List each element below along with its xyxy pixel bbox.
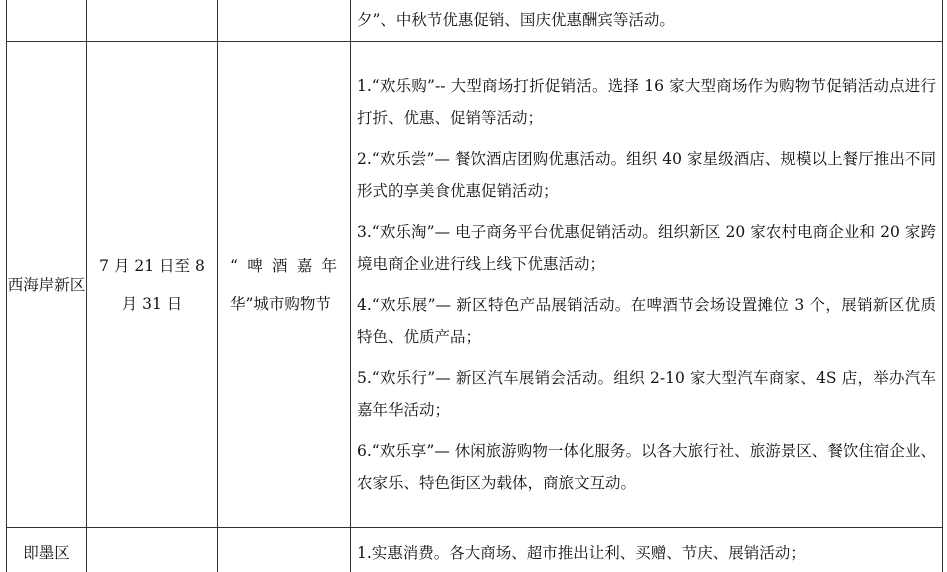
description-cell xyxy=(351,528,943,572)
area-name: 西海岸新区 xyxy=(7,275,86,294)
date-cell xyxy=(87,0,218,42)
table-row xyxy=(7,528,943,572)
promotion-events-table xyxy=(6,0,943,572)
date-range: 7 月 21 日至 8 月 31 日 xyxy=(99,256,205,313)
table-row xyxy=(7,0,943,42)
description-item: 3.“欢乐淘”— 电子商务平台优惠促销活动。组织新区 20 家农村电商企业和 20 家跨境电商企业进行线上线下优惠活动； xyxy=(357,223,936,273)
date-cell xyxy=(87,528,218,572)
description-item: 6.“欢乐享”— 休闲旅游购物一体化服务。以各大旅行社、旅游景区、餐饮住宿企业、农家乐、特色街区为载体，商旅文互动。 xyxy=(357,442,936,492)
description-item: 4.“欢乐展”— 新区特色产品展销活动。在啤酒节会场设置摊位 3 个，展销新区优质特色、优质产品； xyxy=(357,296,936,346)
area-name: 即墨区 xyxy=(23,544,70,562)
event-name-cell xyxy=(218,0,351,42)
area-cell xyxy=(7,42,87,528)
area-cell xyxy=(7,0,87,42)
event-name-cell xyxy=(218,42,351,528)
area-cell xyxy=(7,528,87,572)
event-name: “啤酒嘉年华”城市购物节 xyxy=(230,256,344,313)
description-item: 1.“欢乐购”-- 大型商场打折促销活。选择 16 家大型商场作为购物节促销活动点进行打折、优惠、促销等活动； xyxy=(357,77,936,127)
description-cell xyxy=(351,0,943,42)
date-cell xyxy=(87,42,218,528)
description-cell xyxy=(351,42,943,528)
description-item: 2.“欢乐尝”— 餐饮酒店团购优惠活动。组织 40 家星级酒店、规模以上餐厅推出不同形式的享美食优惠促销活动； xyxy=(357,150,936,200)
description-text: 夕”、中秋节优惠促销、国庆优惠酬宾等活动。 xyxy=(357,11,675,29)
event-name-cell xyxy=(218,528,351,572)
table-row xyxy=(7,42,943,528)
description-item: 1.实惠消费。各大商场、超市推出让利、买赠、节庆、展销活动； xyxy=(357,544,806,562)
description-item: 5.“欢乐行”— 新区汽车展销会活动。组织 2-10 家大型汽车商家、4S 店，举办汽车嘉年华活动； xyxy=(357,369,936,419)
